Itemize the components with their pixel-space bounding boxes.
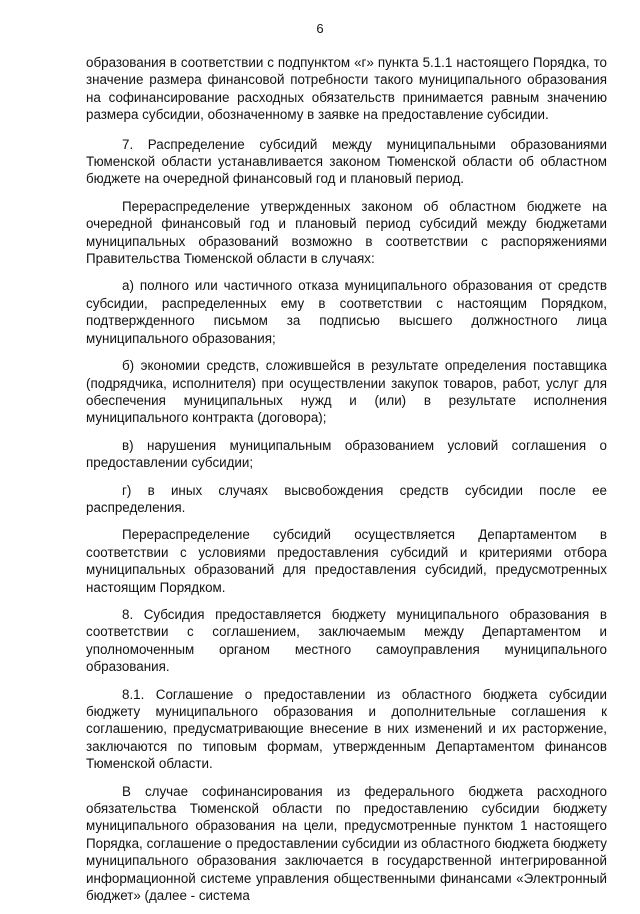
paragraph-continuation: образования в соответствии с подпунктом «г» пункта 5.1.1 настоящего Порядка, то значение размера финансовой потребности такого муниципального образования на софинансирование расходных обязательств принимается равным значению размера субсидии, обозначенному в заявке на предоставление субсидии. — [86, 55, 607, 123]
paragraph-case-v: в) нарушения муниципальным образованием условий соглашения о предоставлении субсидии; — [86, 437, 607, 471]
paragraph-redistribution-conditions: Перераспределение субсидий осуществляется Департаментом в соответствии с условиями предоставления субсидий и критериями отбора муниципальных образований для предоставления субсидий, предусмотренных настоящим Порядком. — [86, 527, 607, 595]
paragraph-redistribution: Перераспределение утвержденных законом об областном бюджете на очередной финансовый год и плановый период субсидий между бюджетами муниципальных образований возможно в соответствии с распоряжениями Правительства Тюменской области в случаях: — [86, 198, 607, 267]
paragraph-case-g: г) в иных случаях высвобождения средств субсидии после ее распределения. — [86, 482, 607, 515]
paragraph-item-8-1: 8.1. Соглашение о предоставлении из областного бюджета субсидии бюджету муниципального образования и дополнительные соглашения к соглашению, предусматривающие внесение в них изменений и их расторжение, заключаются по типовым формам, утвержденным Департаментом финансов Тюменской области. — [86, 686, 607, 772]
paragraph-federal-cofinancing: В случае софинансирования из федерального бюджета расходного обязательства Тюменской области по предоставлению субсидии бюджету муниципального образования на цели, предусмотренные пунктом 1 настоящего Порядка, соглашение о предоставлении субсидии из областного бюджета бюджету муниципального образования заключается в государственной интегрированной информационной системе управления общественными финансами «Электронный бюджет» (далее - система — [86, 783, 607, 904]
paragraph-case-b: б) экономии средств, сложившейся в результате определения поставщика (подрядчика, исполнителя) при осуществлении закупок товаров, работ, услуг для обеспечения муниципальных нужд и (или) в результате исполнения муниципального контракта (договора); — [86, 358, 607, 426]
document-body — [86, 54, 607, 914]
paragraph-case-a: а) полного или частичного отказа муниципального образования от средств субсидии, распределенных ему в соответствии с настоящим Порядком, подтвержденного письмом за подписью высшего должностного лица муниципального образования; — [86, 278, 607, 346]
page-number: 6 — [316, 21, 324, 36]
paragraph-item-8: 8. Субсидия предоставляется бюджету муниципального образования в соответствии с соглашением, заключаемым между Департаментом и уполномоченным органом местного самоуправления муниципального образования. — [86, 606, 607, 675]
paragraph-item-7: 7. Распределение субсидий между муниципальными образованиями Тюменской области устанавливается законом Тюменской области об областном бюджете на очередной финансовый год и плановый период. — [86, 136, 607, 187]
